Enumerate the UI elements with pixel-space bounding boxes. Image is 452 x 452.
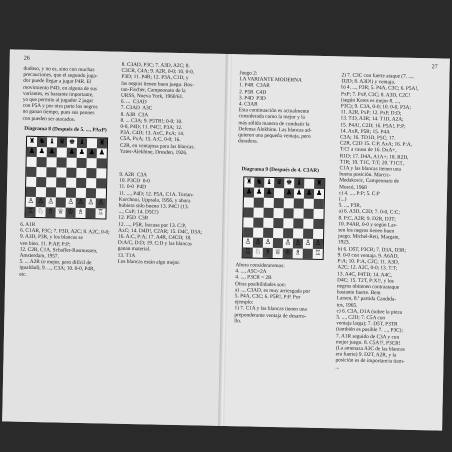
left-col1-bottom-line: 5. ... A2R (o mejor, pero difícil de: [19, 258, 92, 267]
right-col2-line: C3A; 16. TD1D, P5C; 17.: [340, 134, 396, 142]
board-square: [76, 188, 86, 198]
left-col1-top-line: dor puede llegar a jugar P4R. El: [23, 78, 92, 86]
chess-piece-icon: ♔: [67, 207, 74, 216]
right-col1-top-line: quieren una pequeña ventaja, pero: [238, 132, 311, 140]
right-col1-top-line: 4. C3AR: [238, 101, 258, 108]
right-col2-line: Medakovic, Campeonato de: [339, 177, 399, 186]
chess-piece-icon: ♟: [88, 148, 96, 157]
right-col2-line: 2) 7. C3C con fuerte ataque (7. ...,: [341, 72, 414, 80]
chess-piece-icon: ♝: [48, 137, 56, 146]
left-col2-top-line: C2R, en ventajosa para las blancas.: [119, 142, 195, 150]
right-col1-top-text: [238, 70, 313, 146]
left-col1-bottom-line: Amsterdam, 1957.: [19, 252, 59, 260]
board-square: [66, 178, 76, 188]
left-col1-top-line: no ganan tiempo, pues sus peones: [22, 109, 95, 117]
chess-piece-icon: ♜: [28, 136, 36, 145]
chess-piece-icon: ♗: [264, 247, 271, 256]
right-col1-top-line: Esta continuación es actualmente: [238, 107, 310, 115]
chess-piece-icon: ♞: [256, 177, 263, 186]
right-col2-line: T:C! a causa de 16. DxA+,: [339, 146, 397, 154]
board-square: [36, 177, 46, 187]
right-col1-top-line: LA VARIANTE MODERNA: [239, 76, 302, 84]
chess-piece-icon: ♙: [294, 238, 302, 247]
board-square: [96, 178, 106, 188]
diagram-9-caption: Diagrama 9 (Después de 4. C3AR): [241, 166, 319, 174]
left-col1-bottom-line: 12. C2R, C1A. Schaffer-Rasmussen,: [19, 246, 98, 255]
chess-piece-icon: ♘: [254, 247, 261, 256]
right-col2-line: 15. P4A!, C2D; 16. P5A!, P:P;: [340, 121, 406, 130]
left-col1-bottom-line: 9. A3D, P3R, y los blancas se: [19, 234, 83, 242]
board-square: [273, 218, 283, 228]
left-col1-bottom-line: 6. C1AR, P3C; 7. P3D, A2C; 8. A2C, 0-0;: [20, 227, 110, 236]
chess-piece-icon: ♙: [97, 198, 104, 207]
left-col2-top-text: [120, 62, 197, 157]
left-col2-mid-text: [117, 172, 203, 267]
right-col2-line: b) 6. D5T, P3CR; 7. D3A, D3R;: [337, 246, 407, 254]
right-col2-line: T1R; 19. T1C, T:T; 20. T1C!!,: [339, 159, 405, 167]
left-col2-mid-line: AxC; 14. D4D!, C2AR; 15. D4C, D3A;: [118, 227, 203, 236]
board-square: [26, 167, 36, 177]
chess-piece-icon: ♚: [68, 137, 76, 146]
chess-piece-icon: ♟: [38, 147, 46, 156]
left-col2-mid-line: 12. P5D C3R: [118, 215, 149, 222]
right-col2-line: P:A; 10. P:A, C2C; 11. A3D,: [337, 258, 400, 266]
board-square: [314, 199, 324, 209]
right-col1-top-line: considerada como la mejor y la: [238, 113, 305, 122]
left-col2-top-line: P3A, C4D; 13. AxC, PxA; 14.: [120, 129, 185, 138]
board-square: [36, 157, 46, 167]
board-square: [85, 208, 95, 218]
chess-piece-icon: ♙: [304, 238, 312, 247]
board-square: [304, 199, 314, 209]
board-square: [66, 158, 76, 168]
board-square: [26, 157, 36, 167]
board-square: [66, 188, 76, 198]
right-col1-bottom-line: Otras posibilidades son:: [235, 280, 287, 288]
left-col2-mid-line: ..., CxP; 14. D5C!): [118, 208, 159, 216]
chess-piece-icon: ♖: [27, 206, 34, 215]
board-square: [283, 218, 293, 228]
right-col1-bottom-line: 1) 7. C1A y las blancas tienen una: [234, 305, 307, 314]
left-col1-top-line: movimiento P4D, en alguna de sus: [23, 84, 98, 92]
right-col2-line: c) 6. C3A, D1A (sobre la pieza: [336, 308, 403, 316]
chess-piece-icon: ♛: [276, 178, 283, 187]
chess-piece-icon: ♙: [77, 197, 84, 207]
right-col1-bottom-line: a) ..., C3AD, es muy arriesgada por: [234, 287, 311, 295]
left-col1-bottom-line: etc.: [19, 271, 27, 278]
right-col1-top-line: Juego 2:: [239, 70, 258, 77]
board-square: [76, 158, 86, 168]
chess-piece-icon: ♟: [78, 147, 86, 157]
chess-piece-icon: ♗: [294, 248, 301, 257]
board-square: [56, 167, 66, 177]
chess-piece-icon: ♗: [47, 207, 54, 216]
board-square: [243, 207, 253, 217]
left-col1-top-line: con P5A y por otra parte los negros: [22, 102, 98, 111]
right-col1-bottom-line: Ahora consideraremos:: [235, 262, 285, 270]
left-col1-top-text: [22, 66, 98, 123]
right-col2-line: sen los negros tienen buen: [338, 227, 395, 235]
board-square: [283, 228, 293, 238]
left-col2-mid-line: 11. 0-0 P4D: [119, 184, 147, 191]
chess-piece-icon: ♙: [284, 238, 292, 247]
right-col2-line: bastante fuerte. Bent: [336, 289, 381, 297]
board-square: [56, 157, 66, 167]
chess-piece-icon: ♙: [47, 197, 54, 206]
right-col2-line: 11. A2R, PxP; 12. PxP, D:D;: [340, 109, 402, 117]
board-square: [303, 229, 313, 239]
right-col2-line: a) 6. A3D, C2D; 7. 0-0, C:C;: [338, 208, 400, 217]
right-col2-line: Larsen, 8.ª partida Candida-: [336, 295, 397, 303]
right-col1-top-line: Defensa Alekhine. Las blancas ad-: [238, 126, 312, 134]
left-col2-mid-line: ganan material.: [117, 246, 151, 253]
right-col1-top-line: más sólida manera de combatir la: [238, 119, 310, 128]
board-square: [36, 167, 46, 177]
board-square: [244, 197, 254, 207]
left-col2-mid-line: Korchnoi, Uppsala, 1956, y ahora: [118, 196, 191, 205]
right-col1-bottom-line: preponderante ventaja de desarro-: [234, 311, 307, 320]
left-col2-top-line: Yates-Alekhine, Dresden, 1926.: [119, 148, 188, 157]
right-col2-line: 9. 0-0 con ventaja. 9. A6AD,: [337, 252, 399, 260]
chess-piece-icon: ♜: [246, 177, 253, 186]
board-square: [313, 209, 323, 219]
right-col2-line: 13. A4C, P4TD; 14. A4C,: [337, 270, 393, 278]
board-square: [26, 187, 36, 197]
right-col2-line: 13. T:D, A3R; 14. T1D, A2A;: [340, 115, 404, 124]
right-col2-line: posición es de importancia tiem-: [335, 357, 405, 366]
chess-piece-icon: ♟: [255, 187, 263, 196]
page-number-left: 26: [23, 55, 30, 62]
board-square: [303, 249, 313, 259]
board-square: [46, 177, 56, 187]
right-col2-line: 5. ..., C2D; 7. C5A con: [336, 314, 386, 322]
chess-piece-icon: ♙: [87, 198, 94, 207]
right-col2-line: ventaja larga); 7. D5T, P3TR: [336, 320, 398, 328]
chess-piece-icon: ♙: [27, 196, 34, 205]
right-col2-line: b) 4. ..., P3R; 5. P4A, C3C; 6. P5A!,: [341, 84, 419, 93]
chess-piece-icon: ♟: [305, 188, 313, 197]
board-square: [56, 187, 66, 197]
right-col2-line: 8. P:C, A2R; 9. D2R, D3T;: [338, 215, 396, 223]
chess-piece-icon: ♟: [315, 188, 323, 198]
left-col2-mid-line: 13. T1A: [117, 252, 136, 259]
board-square: [293, 218, 303, 228]
right-col1-bottom-line: llo.: [234, 318, 242, 325]
left-col2-mid-line: 11. ..., P4D; 12. P5A, C1A. Tortan-: [118, 190, 194, 198]
chess-piece-icon: ♝: [266, 177, 273, 186]
board-square: [293, 208, 303, 218]
chess-piece-icon: ♙: [37, 197, 44, 206]
chess-piece-icon: ♙: [67, 197, 74, 206]
right-col2-line: negros obtienen contraataque: [336, 283, 400, 291]
board-square: [304, 179, 314, 189]
left-col1-top-line: precauciones, que el segundo juga-: [23, 71, 98, 80]
board-square: [263, 228, 273, 238]
diagram-8-caption: Diagrama 8 (Después de 5. ..., PAxP): [24, 125, 107, 134]
left-col2-top-line: las negras tienen buen juego. Bos-: [121, 80, 194, 88]
right-col2-line: Moscú, 1968: [339, 184, 367, 191]
right-col2-line: mejor juego. 8. C5A!?, P3CR!: [335, 339, 401, 347]
chess-piece-icon: ♟: [28, 146, 36, 155]
left-col2-top-line: 7. C3AD A3C: [120, 105, 153, 112]
board-square: [283, 208, 293, 218]
right-page: [224, 54, 450, 430]
board-square: [303, 209, 313, 219]
left-col1-top-line: dudoso, y no es, sino con muchas: [23, 65, 95, 74]
left-col2-mid-line: 12. ..., P5R, fracasa por 13. C:P,: [118, 221, 187, 229]
board-square: [243, 217, 253, 227]
board-square: [263, 208, 273, 218]
board-square: [87, 138, 97, 148]
left-col2-top-line: 8. ... C3A; 9. P5TR!; 0-0; 10.: [120, 117, 183, 125]
left-col2-top-line: P3D; 11. P4R; 12. P3A, C1D, y: [121, 74, 189, 82]
board-square: [86, 168, 96, 178]
right-col2-text: [335, 72, 418, 371]
board-square: [293, 228, 303, 238]
board-square: [313, 219, 323, 229]
right-col2-line: (La amenaza A3C de las blancas: [335, 345, 405, 353]
right-col1-top-line: 1. P4R C3AR: [239, 82, 270, 90]
chess-diagram-9: [242, 176, 326, 260]
left-col1-top-line: ya que permite al jugador 2 jugar: [22, 96, 94, 105]
board-square: [284, 198, 294, 208]
right-col1-bottom-text: [234, 262, 310, 326]
right-col1-bottom-line: 5. P4A, C3C; 6. P5R!, P:P. Por: [234, 293, 301, 301]
chess-piece-icon: ♜: [315, 178, 323, 188]
book-spread: [2, 49, 450, 430]
left-col2-top-line: 8. A3R C3A: [120, 111, 149, 118]
board-square: [294, 198, 304, 208]
left-col2-top-line: tan-Fischer, Campeonato de la: [121, 86, 186, 94]
left-page: [2, 49, 228, 425]
board-square: [96, 168, 106, 178]
board-square: [274, 188, 284, 198]
chess-piece-icon: ♗: [77, 207, 84, 217]
board-square: [46, 167, 56, 177]
chess-piece-icon: ♙: [244, 237, 252, 246]
page-number-right: 27: [431, 64, 438, 71]
board-square: [254, 198, 264, 208]
right-col1-top-line: 3. P4D P3D: [238, 95, 266, 102]
right-col1-bottom-line: ejemplo:: [234, 299, 254, 306]
left-col1-bottom-text: [19, 222, 110, 280]
board-square: [273, 238, 283, 248]
board-square: [86, 158, 96, 168]
chess-piece-icon: ♟: [285, 188, 293, 197]
board-square: [56, 177, 66, 187]
left-col2-mid-line: 10. P3CD 0-0: [119, 177, 150, 185]
board-square: [76, 168, 86, 178]
board-square: [46, 157, 56, 167]
board-square: [66, 168, 76, 178]
left-col1-bottom-line: ven bien. 11. P:AP, P:P;: [19, 240, 71, 248]
left-col2-mid-line: Los blancas están algo mejor.: [117, 258, 181, 266]
chess-piece-icon: ♝: [78, 137, 86, 147]
board-square: [96, 158, 106, 168]
right-col2-line: A2C; 12. A2C, 0-0; 13. T:T;: [337, 264, 398, 272]
board-square: [253, 228, 263, 238]
board-square: [313, 229, 323, 239]
left-col1-top-line: con pueden ser atacados.: [22, 115, 76, 123]
right-col2-line: P3C); 9. C3A, 0-0; 10. 0-0, P3A;: [340, 103, 411, 111]
chess-piece-icon: ♘: [37, 207, 44, 216]
chess-diagram-8: [24, 136, 108, 220]
right-col2-line: D4C; 15. T2T, P:X!!, y los: [337, 277, 394, 285]
chess-piece-icon: ♖: [244, 247, 251, 256]
right-col2-line: 14. AxR, P5R; 15. P4A: [340, 128, 390, 136]
right-col2-line: c) 4. ..., P:P; 5. C:P: [338, 190, 380, 198]
chess-piece-icon: ♟: [245, 187, 253, 196]
board-square: [86, 188, 96, 198]
board-square: [253, 208, 263, 218]
board-square: [46, 187, 56, 197]
chess-piece-icon: ♚: [285, 178, 293, 187]
chess-piece-icon: ♖: [314, 248, 321, 257]
right-col2-line: (...): [338, 196, 347, 203]
chess-piece-icon: ♟: [265, 187, 273, 196]
left-col2-top-line: C5A, PxA; 15. A:C, 0-0; 16.: [120, 136, 181, 144]
chess-piece-icon: ♔: [284, 248, 291, 257]
board-square: [274, 198, 284, 208]
board-square: [264, 198, 274, 208]
chess-piece-icon: ♙: [264, 237, 272, 246]
left-col1-bottom-line: 6. A1R: [20, 221, 36, 229]
left-col2-top-line: URSS, Nueva York, 1960/61.: [120, 92, 184, 101]
right-col1-top-line: duradera.: [238, 138, 258, 145]
chess-piece-icon: ♞: [38, 137, 46, 146]
right-col1-top-line: 2. P5R C4D: [239, 88, 267, 96]
chess-piece-icon: ♜: [98, 138, 106, 147]
left-col2-top-line: 6. ... C3AD: [120, 98, 147, 106]
left-col2-mid-line: D:A/C, D:D; 19. C:D y las blancas: [117, 239, 192, 248]
right-col2-line: R1D; 17. D4A, A1A+; 18. R2D,: [339, 153, 409, 161]
right-col2-line: tos, 1965.: [336, 301, 358, 309]
board-square: [56, 197, 66, 207]
board-square: [263, 218, 273, 228]
right-col2-line: D2D; 8. A3D!) y ventaja.: [341, 78, 396, 86]
right-col2-line: (también es posible 7. ..., P3C);: [336, 326, 403, 335]
board-square: [76, 178, 86, 188]
right-col2-line: PxP; 7. PxP, C3C; 8. A3D, C2C!: [341, 90, 411, 99]
left-col2-mid-line: 9. A2R C3A: [119, 171, 148, 179]
left-col2-mid-line: hubiera sido bueno 13. P4C! (13.: [118, 202, 189, 211]
board-square: [243, 227, 253, 237]
right-col2-line: 1923.: [337, 239, 350, 247]
right-col2-line: 5. ..., P3R,: [338, 202, 362, 210]
chess-piece-icon: ♝: [295, 178, 303, 187]
board-square: [57, 147, 67, 157]
right-col2-line: buena posición. Marcic-: [339, 171, 391, 179]
right-col2-line: 10. P4AR, 0-0 y según Lar-: [338, 221, 398, 229]
right-col2-line: C1A y las blancas tienen una: [339, 165, 401, 173]
right-col2-line: juego. Michel-Reti, Margate,: [338, 233, 400, 241]
chess-piece-icon: ♕: [57, 207, 64, 216]
board-square: [96, 188, 106, 198]
left-col2-mid-line: 16. A:C, P:A; 17. A4R, C4CD; 18.: [117, 233, 192, 242]
board-square: [273, 208, 283, 218]
board-square: [36, 187, 46, 197]
chess-piece-icon: ♟: [295, 188, 303, 197]
left-col1-bottom-line: igualdad), 9. ..., C3A; 10. 0-0, P4R,: [19, 265, 95, 273]
right-col2-line: ...: [335, 363, 340, 370]
chess-piece-icon: ♟: [98, 148, 106, 157]
chess-piece-icon: ♙: [254, 237, 262, 246]
left-col2-top-line: 8. C3AD, P3C; 7. A3D, A2C; 8.: [121, 61, 190, 70]
right-col1-bottom-line: 4. ..., A5C=2A: [235, 268, 267, 276]
left-col2-top-line: 0-0, P4D; 11. P4C!, P3A; 12.: [120, 123, 183, 132]
board-square: [86, 178, 96, 188]
right-col2-line: (según Keres es mejor 8. ...,: [340, 97, 401, 105]
chess-piece-icon: ♕: [274, 248, 281, 257]
board-square: [303, 219, 313, 229]
board-square: [253, 218, 263, 228]
right-col2-line: 7. A1R seguido de C3A y con: [335, 332, 400, 341]
chess-piece-icon: ♛: [58, 137, 66, 146]
chess-piece-icon: ♟: [68, 147, 76, 156]
right-col2-line: C2R, C2D 15. C:P, AxA; 16. P:A,: [339, 140, 413, 149]
board-square: [26, 177, 36, 187]
right-col1-bottom-line: 4. ..., P3CR = 2B: [235, 274, 272, 282]
left-col1-top-line: variantes, es bastante importante,: [22, 90, 94, 99]
board-square: [273, 228, 283, 238]
chess-piece-icon: ♙: [314, 238, 322, 247]
chess-piece-icon: ♟: [48, 147, 56, 156]
chess-piece-icon: ♖: [97, 208, 104, 217]
right-col2-line: era fuerte) 9. D2T, A2R, y la: [335, 351, 397, 359]
left-col2-top-line: C3CR, C4A; 9. A2R, 0-0; 10. 0-0,: [121, 67, 195, 76]
